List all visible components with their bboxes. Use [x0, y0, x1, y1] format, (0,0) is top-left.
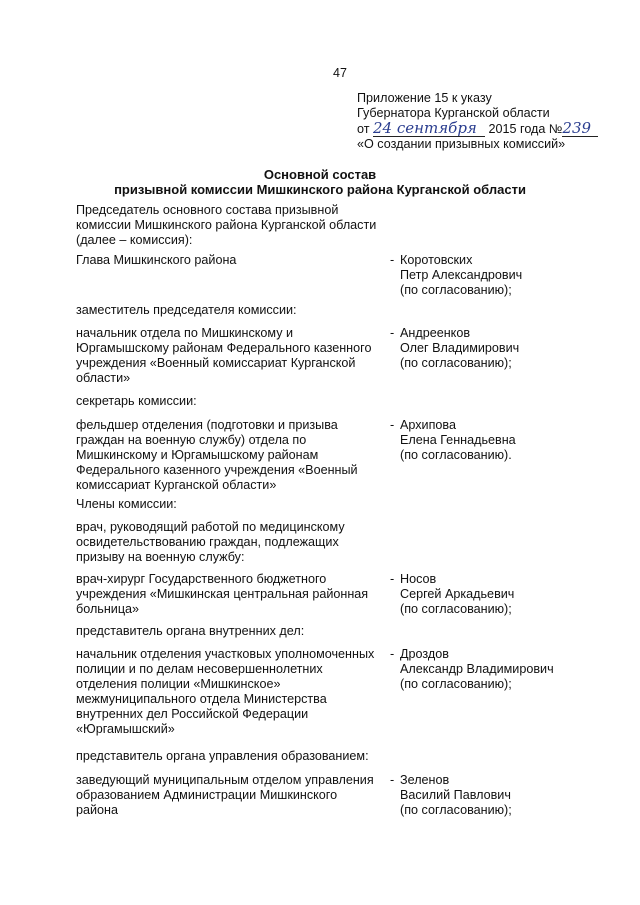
edu-person [390, 773, 630, 818]
annex-ot: от [357, 122, 370, 136]
secretary-person [390, 418, 630, 463]
person-name: Сергей Аркадьевич [400, 587, 515, 601]
annex-line-4: «О создании призывных комиссий» [357, 137, 566, 151]
person-surname: Дроздов [400, 647, 449, 661]
text-line: заведующий муниципальным отделом управления [76, 773, 374, 787]
edu-position [76, 773, 388, 818]
person-note: (по согласованию); [400, 602, 512, 616]
annex-line-2: Губернатора Курганской области [357, 106, 550, 120]
text-line: граждан на военную службу) отдела по [76, 433, 307, 447]
person-surname: Зеленов [400, 773, 450, 787]
text-line: отделения полиции «Мишкинское» [76, 677, 281, 691]
dash: - [390, 572, 395, 586]
text-line: призыву на военную службу: [76, 550, 245, 564]
text-line: учреждения «Военный комиссариат Курганской [76, 356, 356, 370]
text-line: Председатель основного состава призывной [76, 203, 339, 217]
text-line: «Юргамышский» [76, 722, 175, 736]
chair-position: Глава Мишкинского района [76, 253, 237, 267]
person-name: Олег Владимирович [400, 341, 520, 355]
text-line: начальник отделения участковых уполномоченных [76, 647, 375, 661]
members-heading: Члены комиссии: [76, 497, 177, 511]
doctor-person [390, 572, 630, 617]
person-surname: Носов [400, 572, 437, 586]
secretary-heading: секретарь комиссии: [76, 394, 197, 408]
text-line: Юргамышскому районам Федерального казенного [76, 341, 372, 355]
person-note: (по согласованию); [400, 283, 512, 297]
dash: - [390, 773, 395, 787]
doctor-position [76, 572, 388, 617]
text-line: врач-хирург Государственного бюджетного [76, 572, 327, 586]
handwritten-number: 239 [562, 121, 598, 137]
dash: - [390, 647, 395, 661]
text-line: полиции и по делам несовершеннолетних [76, 662, 323, 676]
text-line: (далее – комиссия): [76, 233, 193, 247]
text-line: комиссии Мишкинского района Курганской области [76, 218, 377, 232]
police-position [76, 647, 388, 737]
dash: - [390, 253, 395, 267]
title-line-1: Основной состав [263, 167, 377, 182]
text-line: внутренних дел Российской Федерации [76, 707, 309, 721]
text-line: межмуниципального отдела Министерства [76, 692, 327, 706]
text-line: области» [76, 371, 131, 385]
person-note: (по согласованию); [400, 803, 512, 817]
secretary-position [76, 418, 388, 493]
person-note: (по согласованию); [400, 677, 512, 691]
person-surname: Андреенков [400, 326, 471, 340]
doctor-heading [76, 520, 388, 565]
title-line-2: призывной комиссии Мишкинского района Курганской области [114, 182, 526, 197]
page-number: 47 [333, 66, 347, 80]
person-name: Александр Владимирович [400, 662, 554, 676]
person-note: (по согласованию); [400, 356, 512, 370]
text-line: Мишкинскому и Юргамышскому районам [76, 448, 319, 462]
text-line: врач, руководящий работой по медицинскому [76, 520, 345, 534]
annex-line-1: Приложение 15 к указу [357, 91, 492, 105]
chair-intro [76, 203, 388, 248]
person-name: Василий Павлович [400, 788, 511, 802]
text-line: комиссариат Курганской области» [76, 478, 277, 492]
dash: - [390, 418, 395, 432]
police-person [390, 647, 630, 692]
text-line: начальник отдела по Мишкинскому и [76, 326, 294, 340]
annex-header [357, 91, 627, 152]
text-line: учреждения «Мишкинская центральная районная [76, 587, 369, 601]
text-line: освидетельствованию граждан, подлежащих [76, 535, 339, 549]
edu-heading: представитель органа управления образованием: [76, 749, 369, 763]
annex-line-3 [357, 121, 627, 137]
deputy-heading: заместитель председателя комиссии: [76, 303, 297, 317]
text-line: фельдшер отделения (подготовки и призыва [76, 418, 338, 432]
person-surname: Коротовских [400, 253, 473, 267]
person-surname: Архипова [400, 418, 456, 432]
text-line: района [76, 803, 119, 817]
person-note: (по согласованию). [400, 448, 512, 462]
text-line: больница» [76, 602, 140, 616]
person-name: Елена Геннадьевна [400, 433, 516, 447]
handwritten-date: 24 сентября [373, 121, 485, 137]
person-name: Петр Александрович [400, 268, 523, 282]
dash: - [390, 326, 395, 340]
text-line: Федерального казенного учреждения «Военный [76, 463, 358, 477]
annex-year: 2015 года № [488, 122, 563, 136]
deputy-person [390, 326, 630, 371]
deputy-position [76, 326, 388, 386]
chair-person [390, 253, 630, 298]
text-line: образованием Администрации Мишкинского [76, 788, 338, 802]
police-heading: представитель органа внутренних дел: [76, 624, 305, 638]
